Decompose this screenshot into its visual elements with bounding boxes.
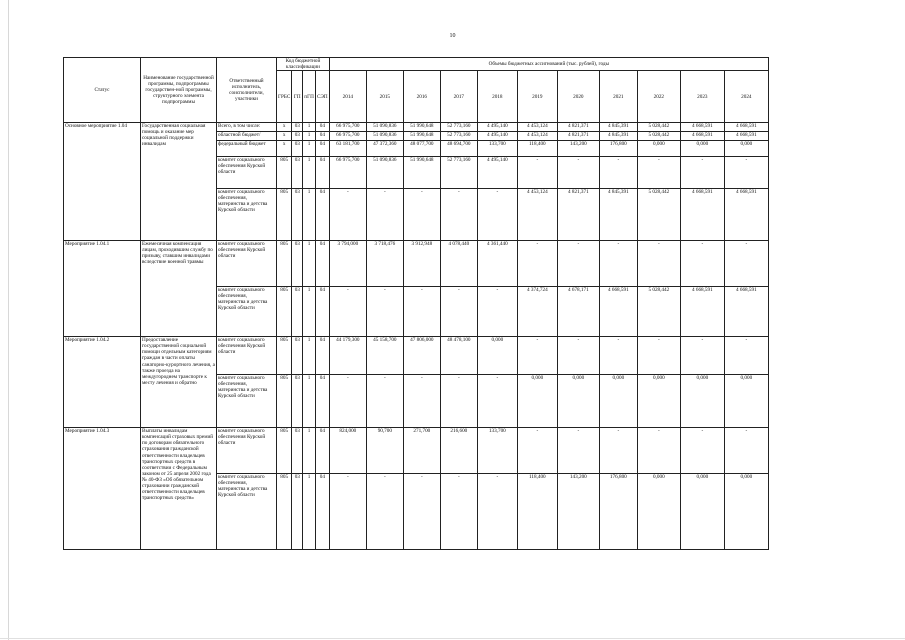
- header-year-2018: 2018: [477, 71, 517, 123]
- row-code: 03: [292, 375, 303, 428]
- row-value-2019: -: [517, 428, 557, 474]
- row-value-2016: -: [403, 189, 440, 241]
- row-value-2020: -: [557, 337, 599, 375]
- row-value-2019: -: [517, 337, 557, 375]
- row-code: 1: [303, 157, 316, 189]
- row-value-2019: 4 453,124: [517, 123, 557, 132]
- row-value-2015: 47 372,360: [366, 141, 403, 157]
- row-value-2021: 4 845,391: [599, 189, 637, 241]
- row-value-2017: -: [440, 287, 477, 337]
- row-code: 03: [292, 189, 303, 241]
- row-value-2016: 51 990,648: [403, 157, 440, 189]
- row-value-2021: 176,800: [599, 474, 637, 550]
- row-value-2024: 4 668,591: [724, 132, 768, 141]
- row-value-2014: 3 794,000: [329, 241, 366, 287]
- row-executor: комитет социального обеспечения Курской области: [217, 157, 277, 189]
- row-code: 805: [277, 157, 292, 189]
- row-code: 03: [292, 123, 303, 132]
- row-value-2023: -: [680, 157, 724, 189]
- header-year-2022: 2022: [637, 71, 680, 123]
- row-value-2023: 4 668,591: [680, 123, 724, 132]
- row-name: Государственная социальная помощь и оказание мер социальной поддержки инвалидам: [141, 123, 217, 241]
- row-value-2017: -: [440, 189, 477, 241]
- row-value-2022: 5 028,442: [637, 287, 680, 337]
- row-code: 805: [277, 189, 292, 241]
- row-value-2020: 4 821,371: [557, 123, 599, 132]
- row-code: 805: [277, 428, 292, 474]
- row-value-2016: -: [403, 287, 440, 337]
- table-row: [64, 337, 769, 375]
- row-code: 1: [303, 141, 316, 157]
- row-code: 03: [292, 141, 303, 157]
- row-code: 805: [277, 474, 292, 550]
- header-year-2024: 2024: [724, 71, 768, 123]
- row-value-2018: 4 361,440: [477, 241, 517, 287]
- scan-bottom-edge: [0, 638, 905, 639]
- row-code: 805: [277, 241, 292, 287]
- row-code: 805: [277, 375, 292, 428]
- row-value-2022: -: [637, 337, 680, 375]
- row-value-2021: -: [599, 241, 637, 287]
- header-year-2020: 2020: [557, 71, 599, 123]
- row-value-2018: -: [477, 474, 517, 550]
- row-status: Мероприятие 1.04.3: [64, 428, 141, 550]
- row-value-2016: 47 806,000: [403, 337, 440, 375]
- row-value-2018: -: [477, 287, 517, 337]
- row-value-2021: 4 845,391: [599, 123, 637, 132]
- row-code: 1: [303, 241, 316, 287]
- row-value-2023: 0,000: [680, 141, 724, 157]
- row-code: 04: [315, 132, 329, 141]
- header-year-2023: 2023: [680, 71, 724, 123]
- row-code: 04: [315, 428, 329, 474]
- row-value-2018: 4 495,140: [477, 132, 517, 141]
- row-value-2017: 216,600: [440, 428, 477, 474]
- row-value-2014: -: [329, 189, 366, 241]
- row-code: 1: [303, 189, 316, 241]
- row-status: Мероприятие 1.04.1: [64, 241, 141, 337]
- row-value-2020: -: [557, 428, 599, 474]
- row-value-2016: -: [403, 474, 440, 550]
- row-value-2019: 4 453,124: [517, 189, 557, 241]
- row-code: 03: [292, 287, 303, 337]
- row-code: 03: [292, 132, 303, 141]
- row-value-2023: -: [680, 337, 724, 375]
- table-row: [64, 123, 769, 132]
- row-code: 1: [303, 123, 316, 132]
- header-budget-code: Код бюджетной классификации: [277, 58, 330, 71]
- row-code: 04: [315, 141, 329, 157]
- row-value-2018: 133,700: [477, 141, 517, 157]
- header-name: Наименование государственной программы, подпрограммы государствен-ной программы, структурного элемента подпрограммы: [141, 58, 217, 123]
- header-code-0: ГРБС: [277, 71, 292, 123]
- row-executor: комитет социального обеспечения Курской области: [217, 241, 277, 287]
- row-code: 04: [315, 287, 329, 337]
- row-value-2022: 0,000: [637, 474, 680, 550]
- row-value-2018: 133,700: [477, 428, 517, 474]
- row-value-2014: 66 975,700: [329, 132, 366, 141]
- row-code: 03: [292, 428, 303, 474]
- row-value-2017: 52 773,160: [440, 123, 477, 132]
- row-value-2018: 0,000: [477, 337, 517, 375]
- row-value-2024: -: [724, 241, 768, 287]
- row-value-2021: 0,000: [599, 375, 637, 428]
- row-value-2019: 118,400: [517, 141, 557, 157]
- row-value-2019: -: [517, 241, 557, 287]
- row-code: х: [277, 123, 292, 132]
- row-value-2023: 4 668,591: [680, 189, 724, 241]
- row-value-2022: 0,000: [637, 375, 680, 428]
- row-value-2015: 51 090,836: [366, 123, 403, 132]
- row-value-2020: 143,200: [557, 141, 599, 157]
- row-value-2017: -: [440, 474, 477, 550]
- row-value-2020: 143,200: [557, 474, 599, 550]
- row-status: Основное мероприятие 1.04: [64, 123, 141, 241]
- row-value-2014: 44 179,300: [329, 337, 366, 375]
- table-row: [64, 428, 769, 474]
- row-code: 04: [315, 123, 329, 132]
- row-code: 03: [292, 474, 303, 550]
- row-value-2024: 0,000: [724, 375, 768, 428]
- row-value-2015: 51 090,836: [366, 132, 403, 141]
- header-year-2016: 2016: [403, 71, 440, 123]
- row-value-2019: -: [517, 157, 557, 189]
- row-value-2023: 0,000: [680, 375, 724, 428]
- row-value-2023: 4 668,591: [680, 132, 724, 141]
- header-code-2: пГП: [303, 71, 316, 123]
- header-code-1: ГП: [292, 71, 303, 123]
- header-volume: Объемы бюджетных ассигнований (тыс. рублей), годы: [329, 58, 768, 71]
- row-value-2023: 0,000: [680, 474, 724, 550]
- row-code: 03: [292, 241, 303, 287]
- row-value-2017: 48 694,700: [440, 141, 477, 157]
- header-year-2017: 2017: [440, 71, 477, 123]
- row-code: 03: [292, 157, 303, 189]
- row-value-2016: 3 912,948: [403, 241, 440, 287]
- budget-table: [63, 57, 769, 550]
- row-code: 1: [303, 428, 316, 474]
- row-value-2014: 63 181,700: [329, 141, 366, 157]
- row-code: х: [277, 132, 292, 141]
- row-code: 805: [277, 337, 292, 375]
- header-year-2021: 2021: [599, 71, 637, 123]
- row-value-2019: 4 374,724: [517, 287, 557, 337]
- row-value-2020: -: [557, 241, 599, 287]
- header-executor: Ответственный исполнитель, соисполнители, участники: [217, 58, 277, 123]
- row-value-2017: 52 773,160: [440, 132, 477, 141]
- row-code: 1: [303, 132, 316, 141]
- row-value-2016: 271,700: [403, 428, 440, 474]
- header-year-2019: 2019: [517, 71, 557, 123]
- row-value-2022: -: [637, 428, 680, 474]
- row-code: 04: [315, 375, 329, 428]
- row-value-2020: 0,000: [557, 375, 599, 428]
- row-value-2024: -: [724, 428, 768, 474]
- row-value-2019: 0,000: [517, 375, 557, 428]
- row-value-2014: -: [329, 287, 366, 337]
- row-value-2020: 4 821,371: [557, 189, 599, 241]
- row-value-2018: 4 495,140: [477, 123, 517, 132]
- row-value-2024: 0,000: [724, 474, 768, 550]
- row-value-2022: 0,000: [637, 141, 680, 157]
- row-value-2021: -: [599, 337, 637, 375]
- row-name: Ежемесячная компенсация лицам, проходившим службу по призыву, ставшим инвалидами вследствие военной травмы: [141, 241, 217, 337]
- row-value-2014: 824,000: [329, 428, 366, 474]
- row-value-2021: 4 845,391: [599, 132, 637, 141]
- row-value-2015: -: [366, 287, 403, 337]
- row-value-2023: -: [680, 428, 724, 474]
- row-status: Мероприятие 1.04.2: [64, 337, 141, 428]
- row-name: Выплаты инвалидам компенсаций страховых премий по договорам обязательного страхования гражданской ответственности владельцев транспортных средств в соответствии с Федеральным законом от 25 апреля 2002 года № 40-ФЗ «Об обязательном страховании гражданской ответственности владельцев транспортных средств»: [141, 428, 217, 550]
- header-code-3: СЭП: [315, 71, 329, 123]
- row-value-2022: -: [637, 157, 680, 189]
- row-value-2017: 48 478,100: [440, 337, 477, 375]
- header-year-2014: 2014: [329, 71, 366, 123]
- row-value-2024: 4 668,591: [724, 189, 768, 241]
- row-code: 1: [303, 474, 316, 550]
- row-value-2017: -: [440, 375, 477, 428]
- row-value-2020: 4 678,171: [557, 287, 599, 337]
- row-value-2015: -: [366, 189, 403, 241]
- row-value-2015: 90,700: [366, 428, 403, 474]
- row-value-2023: -: [680, 241, 724, 287]
- row-code: 805: [277, 287, 292, 337]
- row-executor: Всего, в том числе:: [217, 123, 277, 132]
- row-executor: федеральный бюджет: [217, 141, 277, 157]
- row-value-2019: 4 453,124: [517, 132, 557, 141]
- row-value-2015: 51 090,836: [366, 157, 403, 189]
- row-code: 1: [303, 287, 316, 337]
- scan-edge: [8, 0, 9, 640]
- row-value-2015: 45 158,700: [366, 337, 403, 375]
- row-executor: комитет социального обеспечения, материнства и детства Курской области: [217, 189, 277, 241]
- row-value-2024: 4 668,591: [724, 123, 768, 132]
- row-value-2022: 5 028,442: [637, 189, 680, 241]
- row-code: 04: [315, 474, 329, 550]
- row-value-2024: 0,000: [724, 141, 768, 157]
- row-code: х: [277, 141, 292, 157]
- row-value-2022: 5 028,442: [637, 123, 680, 132]
- row-value-2014: 66 975,700: [329, 157, 366, 189]
- row-code: 1: [303, 375, 316, 428]
- row-value-2019: 118,400: [517, 474, 557, 550]
- header-year-2015: 2015: [366, 71, 403, 123]
- row-value-2014: -: [329, 375, 366, 428]
- row-value-2014: 66 975,700: [329, 123, 366, 132]
- row-code: 04: [315, 157, 329, 189]
- row-value-2016: -: [403, 375, 440, 428]
- row-value-2020: -: [557, 157, 599, 189]
- row-executor: комитет социального обеспечения, материнства и детства Курской области: [217, 375, 277, 428]
- row-value-2015: 3 718,476: [366, 241, 403, 287]
- header-status: Статус: [64, 58, 141, 123]
- row-value-2024: -: [724, 157, 768, 189]
- row-value-2015: -: [366, 474, 403, 550]
- row-value-2021: 176,800: [599, 141, 637, 157]
- row-value-2022: -: [637, 241, 680, 287]
- row-code: 1: [303, 337, 316, 375]
- row-value-2016: 51 990,648: [403, 123, 440, 132]
- table-row: [64, 241, 769, 287]
- row-value-2023: 4 668,591: [680, 287, 724, 337]
- row-value-2014: -: [329, 474, 366, 550]
- row-name: Предоставление государственной социальной помощи отдельным категориям граждан в части оплаты санаторно-курортного лечения, а также проезда на междугороднем транспорте к месту лечения и обратно: [141, 337, 217, 428]
- row-code: 04: [315, 189, 329, 241]
- row-executor: областной бюджет/: [217, 132, 277, 141]
- row-value-2015: -: [366, 375, 403, 428]
- row-value-2017: 52 773,160: [440, 157, 477, 189]
- row-value-2017: 4 078,440: [440, 241, 477, 287]
- row-executor: комитет социального обеспечения, материнства и детства Курской области: [217, 287, 277, 337]
- row-value-2021: -: [599, 157, 637, 189]
- row-value-2022: 5 028,442: [637, 132, 680, 141]
- row-value-2024: 4 668,591: [724, 287, 768, 337]
- row-value-2018: -: [477, 189, 517, 241]
- row-value-2021: 4 668,591: [599, 287, 637, 337]
- row-value-2018: -: [477, 375, 517, 428]
- row-value-2020: 4 821,371: [557, 132, 599, 141]
- page-number: 10: [449, 33, 456, 39]
- row-value-2021: -: [599, 428, 637, 474]
- row-value-2016: 51 990,648: [403, 132, 440, 141]
- row-value-2024: -: [724, 337, 768, 375]
- row-value-2016: 48 077,700: [403, 141, 440, 157]
- row-code: 04: [315, 241, 329, 287]
- row-code: 04: [315, 337, 329, 375]
- row-executor: комитет социального обеспечения Курской области: [217, 337, 277, 375]
- row-executor: комитет социального обеспечения Курской области: [217, 428, 277, 474]
- row-executor: комитет социального обеспечения, материнства и детства Курской области: [217, 474, 277, 550]
- row-code: 03: [292, 337, 303, 375]
- row-value-2018: 4 495,140: [477, 157, 517, 189]
